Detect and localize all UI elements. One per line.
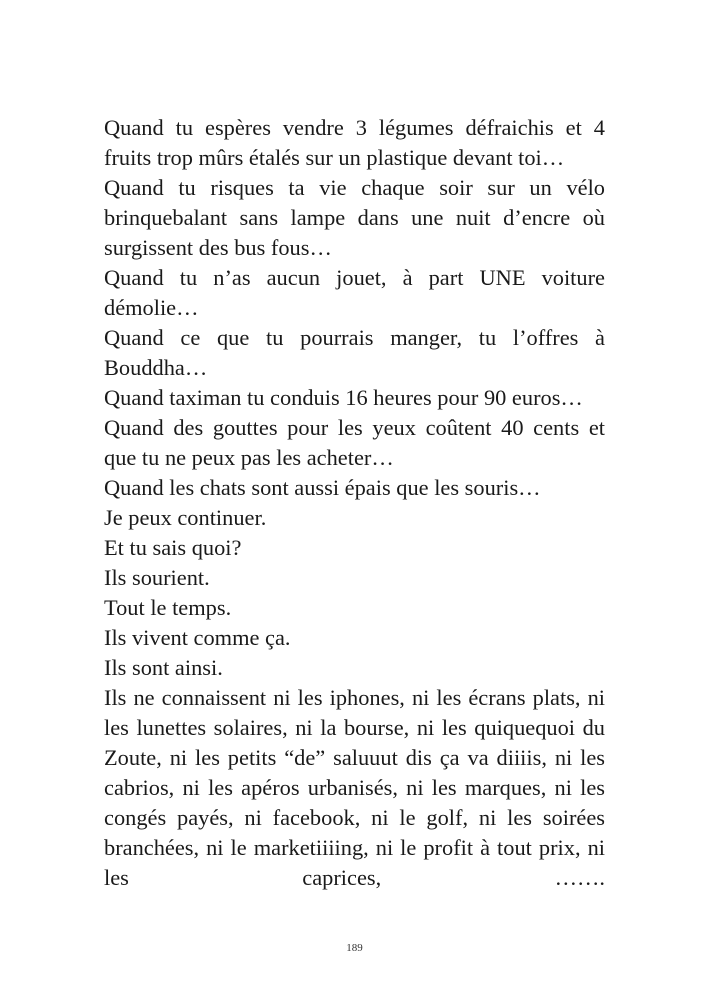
paragraph-10: Ils sourient.: [104, 565, 210, 590]
page-number: 189: [346, 942, 363, 954]
paragraph-3: Quand tu n’as aucun jouet, à part UNE voiture démolie…: [104, 265, 605, 320]
paragraph-9: Et tu sais quoi?: [104, 535, 242, 560]
paragraph-5: Quand taximan tu conduis 16 heures pour 90 euros…: [104, 385, 583, 410]
paragraph-6: Quand des gouttes pour les yeux coûtent 40 cents et que tu ne peux pas les acheter…: [104, 415, 605, 470]
paragraph-7: Quand les chats sont aussi épais que les souris…: [104, 475, 541, 500]
paragraph-11: Tout le temps.: [104, 595, 232, 620]
paragraph-8: Je peux continuer.: [104, 505, 267, 530]
paragraph-13: Ils sont ainsi.: [104, 655, 223, 680]
paragraph-14: Ils ne connaissent ni les iphones, ni les écrans plats, ni les lunettes solaires, ni la bourse, ni les quiquequoi du Zoute, ni les petits “de” saluuut dis ça va diiiis, ni les cabrios, ni les apéros urbanisés, ni les marques, ni les congés payés, ni facebook, ni le golf, ni les soirées branchées, ni le marketiiiing, ni le profit à tout prix, ni les caprices, …….: [104, 685, 605, 890]
paragraph-12: Ils vivent comme ça.: [104, 625, 291, 650]
paragraph-2: Quand tu risques ta vie chaque soir sur un vélo brinquebalant sans lampe dans une nuit d’encre où surgissent des bus fous…: [104, 175, 605, 260]
paragraph-4: Quand ce que tu pourrais manger, tu l’offres à Bouddha…: [104, 325, 605, 380]
body-text: [104, 113, 605, 893]
paragraph-1: Quand tu espères vendre 3 légumes défraichis et 4 fruits trop mûrs étalés sur un plastique devant toi…: [104, 115, 605, 170]
